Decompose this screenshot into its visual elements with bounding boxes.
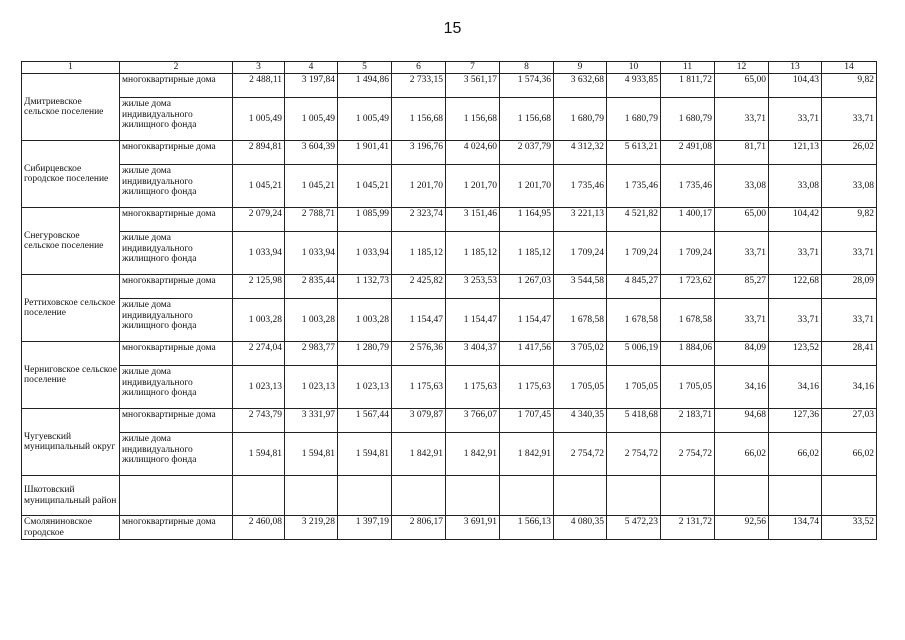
tariff-value: 1 884,06 <box>661 342 715 366</box>
tariff-value: 2 488,11 <box>233 74 285 98</box>
tariff-value: 1 707,45 <box>500 409 554 433</box>
empty-cell <box>500 476 554 516</box>
housing-type: жилые дома индивидуального жилищного фонда <box>120 433 233 476</box>
tariff-table <box>21 61 877 540</box>
municipality-name: Реттиховское сельское поселение <box>22 275 120 342</box>
tariff-value: 1 164,95 <box>500 208 554 232</box>
tariff-value: 28,41 <box>822 342 877 366</box>
empty-cell <box>233 476 285 516</box>
tariff-value: 92,56 <box>715 516 769 540</box>
column-header: 2 <box>120 62 233 74</box>
tariff-value: 1 185,12 <box>500 232 554 275</box>
tariff-value: 3 632,68 <box>554 74 607 98</box>
tariff-value: 4 024,60 <box>446 141 500 165</box>
municipality-name: Дмитриевское сельское поселение <box>22 74 120 141</box>
column-header: 9 <box>554 62 607 74</box>
empty-cell <box>715 476 769 516</box>
tariff-value: 2 274,04 <box>233 342 285 366</box>
tariff-value: 66,02 <box>715 433 769 476</box>
tariff-value: 3 705,02 <box>554 342 607 366</box>
tariff-value: 33,71 <box>715 98 769 141</box>
empty-cell <box>661 476 715 516</box>
tariff-value: 1 709,24 <box>661 232 715 275</box>
tariff-value: 3 561,17 <box>446 74 500 98</box>
tariff-value: 33,08 <box>769 165 822 208</box>
tariff-value: 3 331,97 <box>285 409 338 433</box>
tariff-value: 2 491,08 <box>661 141 715 165</box>
table-body <box>22 74 877 540</box>
tariff-value: 3 253,53 <box>446 275 500 299</box>
tariff-value: 94,68 <box>715 409 769 433</box>
tariff-value: 34,16 <box>769 366 822 409</box>
tariff-value: 1 705,05 <box>554 366 607 409</box>
column-header: 1 <box>22 62 120 74</box>
tariff-value: 1 156,68 <box>446 98 500 141</box>
tariff-value: 81,71 <box>715 141 769 165</box>
tariff-value: 1 005,49 <box>338 98 392 141</box>
tariff-value: 1 175,63 <box>500 366 554 409</box>
tariff-value: 3 079,87 <box>392 409 446 433</box>
housing-type: многоквартирные дома <box>120 74 233 98</box>
tariff-value: 123,52 <box>769 342 822 366</box>
tariff-value: 1 201,70 <box>392 165 446 208</box>
column-number-row <box>22 62 877 74</box>
tariff-value: 1 680,79 <box>661 98 715 141</box>
table-row <box>22 516 877 540</box>
tariff-value: 9,82 <box>822 74 877 98</box>
tariff-value: 1 735,46 <box>554 165 607 208</box>
tariff-value: 2 983,77 <box>285 342 338 366</box>
tariff-value: 1 723,62 <box>661 275 715 299</box>
tariff-value: 1 901,41 <box>338 141 392 165</box>
tariff-value: 1 003,28 <box>338 299 392 342</box>
tariff-value: 33,71 <box>822 232 877 275</box>
municipality-name: Сибирцевское городское поселение <box>22 141 120 208</box>
tariff-value: 1 678,58 <box>554 299 607 342</box>
tariff-value: 1 594,81 <box>233 433 285 476</box>
tariff-value: 2 425,82 <box>392 275 446 299</box>
tariff-value: 84,09 <box>715 342 769 366</box>
tariff-value: 33,71 <box>769 98 822 141</box>
column-header: 12 <box>715 62 769 74</box>
table-row <box>22 275 877 299</box>
tariff-value: 3 691,91 <box>446 516 500 540</box>
tariff-value: 33,71 <box>822 98 877 141</box>
tariff-value: 65,00 <box>715 74 769 98</box>
tariff-value: 1 397,19 <box>338 516 392 540</box>
tariff-value: 122,68 <box>769 275 822 299</box>
column-header: 8 <box>500 62 554 74</box>
tariff-value: 27,03 <box>822 409 877 433</box>
tariff-value: 1 574,36 <box>500 74 554 98</box>
tariff-value: 1 566,13 <box>500 516 554 540</box>
tariff-value: 1 003,28 <box>285 299 338 342</box>
column-header: 10 <box>607 62 661 74</box>
tariff-value: 1 811,72 <box>661 74 715 98</box>
tariff-value: 65,00 <box>715 208 769 232</box>
tariff-value: 85,27 <box>715 275 769 299</box>
tariff-value: 26,02 <box>822 141 877 165</box>
empty-cell <box>554 476 607 516</box>
tariff-value: 121,13 <box>769 141 822 165</box>
tariff-value: 5 006,19 <box>607 342 661 366</box>
table-row <box>22 165 877 208</box>
tariff-value: 66,02 <box>822 433 877 476</box>
tariff-value: 1 023,13 <box>285 366 338 409</box>
tariff-value: 33,08 <box>715 165 769 208</box>
housing-type: жилые дома индивидуального жилищного фонда <box>120 366 233 409</box>
tariff-value: 1 680,79 <box>607 98 661 141</box>
tariff-value: 1 709,24 <box>607 232 661 275</box>
empty-cell <box>392 476 446 516</box>
tariff-value: 1 280,79 <box>338 342 392 366</box>
housing-type: жилые дома индивидуального жилищного фонда <box>120 232 233 275</box>
tariff-value: 3 197,84 <box>285 74 338 98</box>
tariff-value: 2 460,08 <box>233 516 285 540</box>
tariff-value: 3 544,58 <box>554 275 607 299</box>
table-row <box>22 98 877 141</box>
tariff-value: 1 132,73 <box>338 275 392 299</box>
housing-type: многоквартирные дома <box>120 342 233 366</box>
table-row <box>22 208 877 232</box>
tariff-value: 33,71 <box>822 299 877 342</box>
table-row <box>22 232 877 275</box>
housing-type: жилые дома индивидуального жилищного фонда <box>120 299 233 342</box>
tariff-value: 1 705,05 <box>661 366 715 409</box>
tariff-value: 5 613,21 <box>607 141 661 165</box>
tariff-value: 2 754,72 <box>661 433 715 476</box>
table-row <box>22 476 877 516</box>
tariff-value: 1 033,94 <box>338 232 392 275</box>
tariff-value: 2 131,72 <box>661 516 715 540</box>
municipality-name: Смоляниновское городское <box>22 516 120 540</box>
empty-cell <box>769 476 822 516</box>
tariff-value: 127,36 <box>769 409 822 433</box>
housing-type: многоквартирные дома <box>120 516 233 540</box>
tariff-value: 2 754,72 <box>607 433 661 476</box>
tariff-value: 34,16 <box>715 366 769 409</box>
table-row <box>22 409 877 433</box>
housing-type: жилые дома индивидуального жилищного фонда <box>120 98 233 141</box>
tariff-value: 1 045,21 <box>285 165 338 208</box>
tariff-value: 2 754,72 <box>554 433 607 476</box>
tariff-value: 1 033,94 <box>233 232 285 275</box>
tariff-value: 1 085,99 <box>338 208 392 232</box>
tariff-value: 3 151,46 <box>446 208 500 232</box>
municipality-name: Черниговское сельское поселение <box>22 342 120 409</box>
tariff-value: 2 576,36 <box>392 342 446 366</box>
municipality-name: Чугуевский муниципальный округ <box>22 409 120 476</box>
empty-cell <box>446 476 500 516</box>
housing-type: многоквартирные дома <box>120 409 233 433</box>
municipality-name: Снегуровское сельское поселение <box>22 208 120 275</box>
tariff-value: 1 594,81 <box>338 433 392 476</box>
tariff-value: 5 472,23 <box>607 516 661 540</box>
tariff-value: 3 404,37 <box>446 342 500 366</box>
tariff-value: 33,71 <box>769 299 822 342</box>
tariff-value: 1 185,12 <box>446 232 500 275</box>
tariff-value: 1 678,58 <box>661 299 715 342</box>
tariff-value: 33,52 <box>822 516 877 540</box>
tariff-value: 3 604,39 <box>285 141 338 165</box>
column-header: 11 <box>661 62 715 74</box>
tariff-value: 3 196,76 <box>392 141 446 165</box>
empty-cell <box>607 476 661 516</box>
tariff-value: 2 806,17 <box>392 516 446 540</box>
housing-type: многоквартирные дома <box>120 275 233 299</box>
column-header: 13 <box>769 62 822 74</box>
column-header: 14 <box>822 62 877 74</box>
column-header: 7 <box>446 62 500 74</box>
tariff-value: 2 183,71 <box>661 409 715 433</box>
tariff-value: 1 154,47 <box>446 299 500 342</box>
tariff-value: 2 894,81 <box>233 141 285 165</box>
municipality-name: Шкотовский муниципальный район <box>22 476 120 516</box>
tariff-value: 1 175,63 <box>392 366 446 409</box>
table-row <box>22 342 877 366</box>
tariff-value: 1 842,91 <box>392 433 446 476</box>
tariff-value: 33,71 <box>715 299 769 342</box>
tariff-value: 1 185,12 <box>392 232 446 275</box>
tariff-value: 1 678,58 <box>607 299 661 342</box>
tariff-value: 1 680,79 <box>554 98 607 141</box>
housing-type: жилые дома индивидуального жилищного фонда <box>120 165 233 208</box>
tariff-value: 1 267,03 <box>500 275 554 299</box>
tariff-value: 1 045,21 <box>338 165 392 208</box>
tariff-value: 4 845,27 <box>607 275 661 299</box>
table-row <box>22 433 877 476</box>
table-row <box>22 141 877 165</box>
tariff-value: 2 037,79 <box>500 141 554 165</box>
tariff-value: 33,08 <box>822 165 877 208</box>
empty-cell <box>120 476 233 516</box>
tariff-value: 28,09 <box>822 275 877 299</box>
tariff-value: 1 705,05 <box>607 366 661 409</box>
tariff-value: 33,71 <box>715 232 769 275</box>
tariff-value: 1 417,56 <box>500 342 554 366</box>
tariff-value: 2 125,98 <box>233 275 285 299</box>
tariff-value: 1 201,70 <box>446 165 500 208</box>
column-header: 4 <box>285 62 338 74</box>
tariff-value: 1 003,28 <box>233 299 285 342</box>
housing-type: многоквартирные дома <box>120 141 233 165</box>
tariff-value: 4 080,35 <box>554 516 607 540</box>
tariff-value: 3 221,13 <box>554 208 607 232</box>
tariff-value: 2 788,71 <box>285 208 338 232</box>
tariff-value: 4 521,82 <box>607 208 661 232</box>
tariff-value: 2 733,15 <box>392 74 446 98</box>
tariff-value: 1 709,24 <box>554 232 607 275</box>
tariff-value: 104,43 <box>769 74 822 98</box>
tariff-value: 1 400,17 <box>661 208 715 232</box>
tariff-value: 1 842,91 <box>500 433 554 476</box>
column-header: 5 <box>338 62 392 74</box>
tariff-value: 3 219,28 <box>285 516 338 540</box>
tariff-value: 1 156,68 <box>500 98 554 141</box>
tariff-value: 1 023,13 <box>338 366 392 409</box>
tariff-value: 1 842,91 <box>446 433 500 476</box>
tariff-value: 66,02 <box>769 433 822 476</box>
tariff-value: 4 340,35 <box>554 409 607 433</box>
tariff-value: 1 594,81 <box>285 433 338 476</box>
tariff-value: 1 023,13 <box>233 366 285 409</box>
tariff-value: 33,71 <box>769 232 822 275</box>
housing-type: многоквартирные дома <box>120 208 233 232</box>
table-row <box>22 366 877 409</box>
tariff-value: 1 175,63 <box>446 366 500 409</box>
tariff-value: 5 418,68 <box>607 409 661 433</box>
tariff-value: 1 567,44 <box>338 409 392 433</box>
tariff-value: 1 005,49 <box>285 98 338 141</box>
tariff-value: 2 079,24 <box>233 208 285 232</box>
tariff-value: 1 005,49 <box>233 98 285 141</box>
table-row <box>22 299 877 342</box>
tariff-value: 1 156,68 <box>392 98 446 141</box>
empty-cell <box>285 476 338 516</box>
table-row <box>22 74 877 98</box>
tariff-value: 1 494,86 <box>338 74 392 98</box>
page-number: 15 <box>443 20 462 37</box>
column-header: 3 <box>233 62 285 74</box>
tariff-value: 1 201,70 <box>500 165 554 208</box>
tariff-value: 9,82 <box>822 208 877 232</box>
tariff-value: 1 154,47 <box>500 299 554 342</box>
empty-cell <box>822 476 877 516</box>
tariff-value: 4 933,85 <box>607 74 661 98</box>
tariff-value: 134,74 <box>769 516 822 540</box>
empty-cell <box>338 476 392 516</box>
tariff-value: 2 835,44 <box>285 275 338 299</box>
tariff-value: 104,42 <box>769 208 822 232</box>
tariff-value: 1 154,47 <box>392 299 446 342</box>
tariff-value: 1 033,94 <box>285 232 338 275</box>
tariff-value: 1 735,46 <box>661 165 715 208</box>
tariff-value: 1 735,46 <box>607 165 661 208</box>
tariff-value: 34,16 <box>822 366 877 409</box>
tariff-value: 2 743,79 <box>233 409 285 433</box>
tariff-value: 4 312,32 <box>554 141 607 165</box>
tariff-value: 3 766,07 <box>446 409 500 433</box>
tariff-value: 2 323,74 <box>392 208 446 232</box>
tariff-value: 1 045,21 <box>233 165 285 208</box>
column-header: 6 <box>392 62 446 74</box>
